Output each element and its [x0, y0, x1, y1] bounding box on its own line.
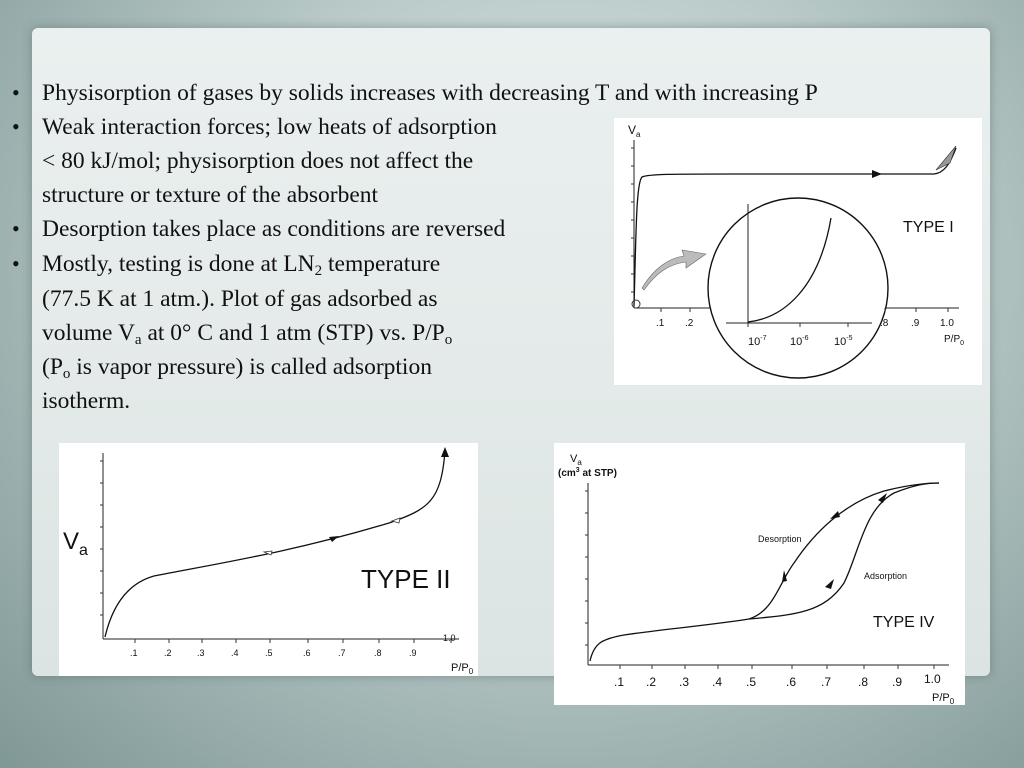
x-tick-label: .6	[303, 648, 311, 658]
type-label: TYPE I	[903, 219, 954, 236]
bullet-4-line-4	[42, 354, 432, 380]
x-tick-label: .9	[409, 648, 417, 658]
type-label: TYPE IV	[873, 614, 935, 631]
bullet-1-text: Physisorption of gases by solids increases with decreasing T and with increasing P	[42, 80, 818, 106]
bullet-4-line-5: isotherm.	[42, 388, 131, 414]
x-tick-label: .7	[338, 648, 346, 658]
x-tick-label: .1	[656, 318, 665, 329]
x-tick-label: 1.0	[443, 633, 456, 643]
type-1-isotherm-figure	[614, 118, 982, 385]
x-tick-label: .5	[265, 648, 273, 658]
bullet-2-line-3: structure or texture of the absorbent	[42, 182, 379, 208]
x-tick-label: .8	[858, 675, 869, 689]
x-tick-label: .9	[892, 675, 903, 689]
x-tick-label: .2	[685, 318, 694, 329]
curve-arrow	[392, 518, 400, 523]
text-part: is vapor pressure) is called adsorption	[70, 354, 432, 380]
x-axis-label: $P/P_0$	[451, 662, 474, 676]
curve-arrow	[872, 170, 882, 178]
curve-arrow	[825, 579, 834, 589]
curve-arrow	[830, 511, 840, 519]
desorption-branch	[749, 483, 939, 619]
x-tick-label: .1	[614, 675, 625, 689]
bullet-2-line-2: < 80 kJ/mol; physisorption does not affect the	[42, 148, 474, 174]
x-tick-label: 1.0	[940, 318, 954, 329]
type-2-isotherm-figure	[59, 443, 478, 676]
x-tick-label: .5	[746, 675, 757, 689]
subscript: o	[444, 332, 453, 348]
x-tick-label: .3	[679, 675, 690, 689]
curve-arrow	[329, 536, 339, 542]
isotherm-curve	[105, 451, 445, 637]
x-tick-label: .8	[374, 648, 382, 658]
text-part: (P	[42, 354, 63, 380]
text-part: volume V	[42, 320, 135, 346]
x-axis-label: $P/P_0$	[932, 692, 955, 705]
y-axis-label: $V_a$	[63, 528, 88, 559]
zoom-inset-circle	[708, 198, 888, 378]
x-tick-label: .1	[130, 648, 138, 658]
x-tick-label: .7	[821, 675, 832, 689]
x-tick-label: .2	[646, 675, 657, 689]
bullet-marker: •	[12, 216, 20, 241]
bullet-4-line-1	[42, 251, 440, 277]
inset-tick-label: $10^{-7}$	[748, 335, 767, 348]
bullet-2-line-1: Weak interaction forces; low heats of adsorption	[42, 114, 497, 140]
x-tick-label: .2	[164, 648, 172, 658]
y-axis-label: $V_a$	[628, 123, 641, 139]
type-4-isotherm-figure	[554, 443, 965, 705]
x-axis-ticks	[620, 665, 934, 669]
x-tick-label: .4	[231, 648, 239, 658]
bullet-4-line-3	[42, 320, 452, 346]
bullet-marker: •	[12, 251, 20, 276]
subscript: 2	[314, 263, 323, 279]
adsorption-label: Adsorption	[864, 571, 908, 581]
x-tick-label: 1.0	[924, 672, 941, 686]
y-axis-units: ($cm^3$ at STP)	[558, 467, 617, 479]
bullet-4-line-2: (77.5 K at 1 atm.). Plot of gas adsorbed as	[42, 286, 438, 312]
y-axis-label: $V_a$	[570, 453, 582, 467]
x-tick-label: .8	[880, 318, 889, 329]
zoom-origin-marker	[632, 300, 640, 308]
x-axis-ticks	[135, 639, 451, 643]
bullet-3-text: Desorption takes place as conditions are reversed	[42, 216, 506, 242]
x-axis-label: $P/P_0$	[944, 334, 965, 347]
type-label: TYPE II	[361, 564, 451, 594]
subscript: o	[62, 366, 71, 382]
x-tick-label: .3	[197, 648, 205, 658]
bullet-marker: •	[12, 80, 20, 105]
text-part: Mostly, testing is done at LN	[42, 251, 315, 277]
subscript: a	[134, 332, 142, 348]
x-tick-label: .4	[712, 675, 723, 689]
bullet-marker: •	[12, 114, 20, 139]
zoom-arrow-icon	[642, 250, 706, 290]
curve-arrow	[441, 447, 449, 457]
inset-tick-label: $10^{-5}$	[834, 335, 853, 348]
desorption-label: Desorption	[758, 534, 802, 544]
inset-tick-label: $10^{-6}$	[790, 335, 809, 348]
text-part: at 0° C and 1 atm (STP) vs. P/P	[141, 320, 445, 346]
x-tick-label: .6	[786, 675, 797, 689]
x-tick-label: .9	[911, 318, 920, 329]
text-part: temperature	[322, 251, 441, 277]
